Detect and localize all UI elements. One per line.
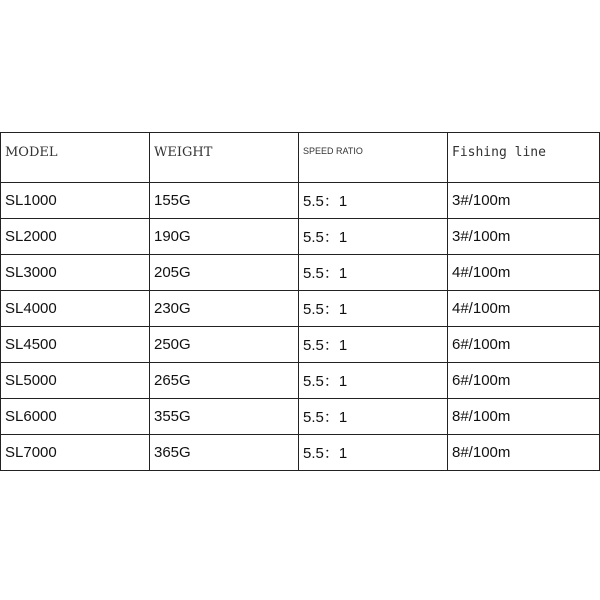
table-row: [1, 291, 600, 327]
cell-weight: 155G: [150, 183, 299, 219]
table-row: [1, 363, 600, 399]
cell-weight: 190G: [150, 219, 299, 255]
header-weight: WEIGHT: [150, 133, 299, 183]
table-row: [1, 435, 600, 471]
cell-model: SL7000: [1, 435, 150, 471]
cell-fishing-line: 4#/100m: [448, 255, 600, 291]
cell-weight: 365G: [150, 435, 299, 471]
cell-speed-ratio: 5.5：1: [299, 183, 448, 219]
cell-weight: 250G: [150, 327, 299, 363]
header-fishing-line: Fishing line: [448, 133, 600, 183]
cell-weight: 265G: [150, 363, 299, 399]
header-speed-ratio: SPEED RATIO: [299, 133, 448, 183]
table-row: [1, 399, 600, 435]
header-model: MODEL: [1, 133, 150, 183]
cell-fishing-line: 8#/100m: [448, 435, 600, 471]
header-row: [1, 133, 600, 183]
cell-fishing-line: 6#/100m: [448, 327, 600, 363]
cell-speed-ratio: 5.5：1: [299, 399, 448, 435]
cell-fishing-line: 3#/100m: [448, 219, 600, 255]
table-row: [1, 219, 600, 255]
spec-table: [0, 132, 600, 471]
cell-weight: 230G: [150, 291, 299, 327]
cell-fishing-line: 6#/100m: [448, 363, 600, 399]
cell-fishing-line: 4#/100m: [448, 291, 600, 327]
cell-model: SL6000: [1, 399, 150, 435]
cell-speed-ratio: 5.5：1: [299, 327, 448, 363]
cell-speed-ratio: 5.5：1: [299, 363, 448, 399]
cell-model: SL2000: [1, 219, 150, 255]
table-row: [1, 255, 600, 291]
cell-model: SL4000: [1, 291, 150, 327]
cell-fishing-line: 8#/100m: [448, 399, 600, 435]
cell-speed-ratio: 5.5：1: [299, 219, 448, 255]
cell-model: SL1000: [1, 183, 150, 219]
cell-weight: 355G: [150, 399, 299, 435]
cell-fishing-line: 3#/100m: [448, 183, 600, 219]
cell-model: SL3000: [1, 255, 150, 291]
cell-weight: 205G: [150, 255, 299, 291]
cell-speed-ratio: 5.5：1: [299, 255, 448, 291]
cell-model: SL5000: [1, 363, 150, 399]
table-row: [1, 327, 600, 363]
table-row: [1, 183, 600, 219]
cell-model: SL4500: [1, 327, 150, 363]
cell-speed-ratio: 5.5：1: [299, 291, 448, 327]
cell-speed-ratio: 5.5：1: [299, 435, 448, 471]
